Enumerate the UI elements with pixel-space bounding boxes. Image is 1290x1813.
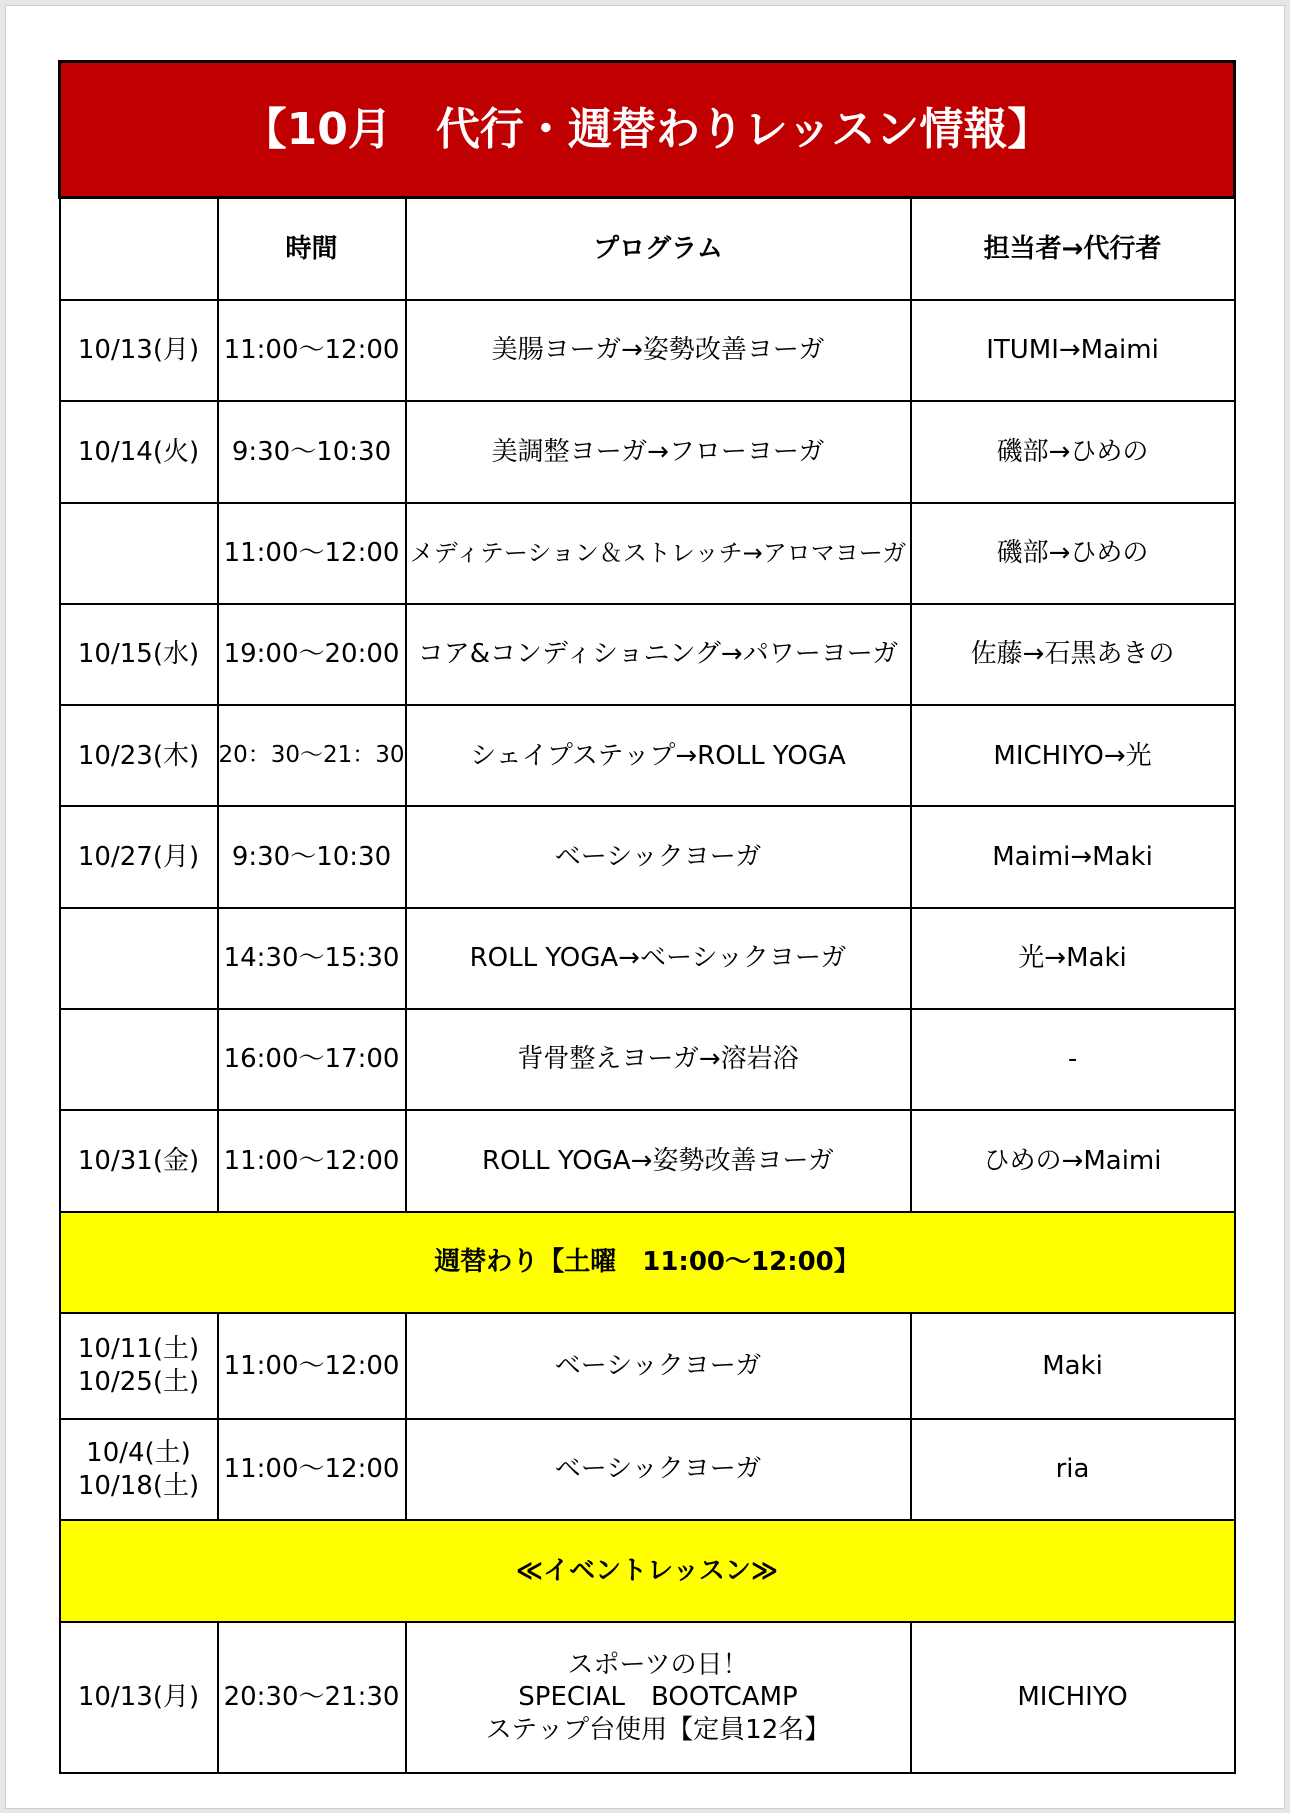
row-instructor: MICHIYO→光 [911,705,1235,806]
row-instructor: - [911,1009,1235,1110]
row-time: 16:00〜17:00 [218,1009,406,1110]
table-row [60,1622,1235,1773]
row-time: 19:00〜20:00 [218,604,406,705]
row-time: 11:00〜12:00 [218,503,406,604]
table-row [60,300,1235,401]
row-program: 美調整ヨーガ→フローヨーガ [406,401,911,502]
row-time: 20：30〜21：30 [218,705,406,806]
event-program-line: スポーツの日！ [567,1649,749,1680]
row-time: 11:00〜12:00 [218,1313,406,1419]
document-page [5,5,1285,1809]
row-date [60,1009,218,1110]
row-date: 10/23(木) [60,705,218,806]
row-time: 11:00〜12:00 [218,1419,406,1520]
row-date [60,1313,218,1419]
row-instructor: Maimi→Maki [911,806,1235,907]
row-time: 9:30〜10:30 [218,806,406,907]
row-program: ROLL YOGA→ベーシックヨーガ [406,908,911,1009]
row-instructor: ITUMI→Maimi [911,300,1235,401]
row-date: 10/31(金) [60,1110,218,1211]
table-row [60,1419,1235,1520]
table-row [60,1313,1235,1419]
row-date [60,503,218,604]
table-row [60,604,1235,705]
table-row [60,908,1235,1009]
row-date: 10/27(月) [60,806,218,907]
table-row [60,806,1235,907]
header-instructor: 担当者→代行者 [911,198,1235,300]
row-program: コア&コンディショニング→パワーヨーガ [406,604,911,705]
row-date [60,908,218,1009]
row-instructor: 佐藤→石黒あきの [911,604,1235,705]
row-date-line: 10/4(土) [86,1438,191,1469]
weekly-rotation-heading: 週替わり【土曜 11:00〜12:00】 [60,1212,1235,1313]
header-row [60,198,1235,300]
lesson-schedule-table [58,60,1236,1774]
row-time: 20:30〜21:30 [218,1622,406,1773]
event-band-row [60,1520,1235,1621]
header-program: プログラム [406,198,911,300]
table-row [60,705,1235,806]
row-instructor: 光→Maki [911,908,1235,1009]
table-row [60,1110,1235,1211]
row-date-line: 10/18(土) [77,1470,200,1501]
table-row [60,1009,1235,1110]
row-instructor: Maki [911,1313,1235,1419]
row-time: 11:00〜12:00 [218,1110,406,1211]
event-lesson-heading: ≪イベントレッスン≫ [60,1520,1235,1621]
header-time: 時間 [218,198,406,300]
event-program-line: ステップ台使用【定員12名】 [485,1714,831,1745]
row-date-line: 10/11(土) [77,1334,200,1365]
row-program: ベーシックヨーガ [406,1313,911,1419]
event-program-line: SPECIAL BOOTCAMP [518,1682,798,1713]
table-row [60,401,1235,502]
row-program: ベーシックヨーガ [406,1419,911,1520]
row-program: シェイプステップ→ROLL YOGA [406,705,911,806]
row-time: 14:30〜15:30 [218,908,406,1009]
title-row [60,62,1235,198]
row-program: メディテーション＆ストレッチ→アロマヨーガ [406,503,911,604]
row-instructor: MICHIYO [911,1622,1235,1773]
table-row [60,503,1235,604]
row-date: 10/13(月) [60,1622,218,1773]
row-program: ベーシックヨーガ [406,806,911,907]
row-program: ROLL YOGA→姿勢改善ヨーガ [406,1110,911,1211]
weekly-band-row [60,1212,1235,1313]
row-time: 11:00〜12:00 [218,300,406,401]
row-date-line: 10/25(土) [77,1366,200,1397]
row-program: 背骨整えヨーガ→溶岩浴 [406,1009,911,1110]
row-date [60,1419,218,1520]
row-instructor: 磯部→ひめの [911,503,1235,604]
row-date: 10/13(月) [60,300,218,401]
row-program [406,1622,911,1773]
row-time: 9:30〜10:30 [218,401,406,502]
row-program: 美腸ヨーガ→姿勢改善ヨーガ [406,300,911,401]
row-date: 10/15(水) [60,604,218,705]
row-date: 10/14(火) [60,401,218,502]
page-title: 【10月 代行・週替わりレッスン情報】 [60,62,1235,198]
row-instructor: 磯部→ひめの [911,401,1235,502]
row-instructor: ひめの→Maimi [911,1110,1235,1211]
header-date [60,198,218,300]
row-instructor: ria [911,1419,1235,1520]
